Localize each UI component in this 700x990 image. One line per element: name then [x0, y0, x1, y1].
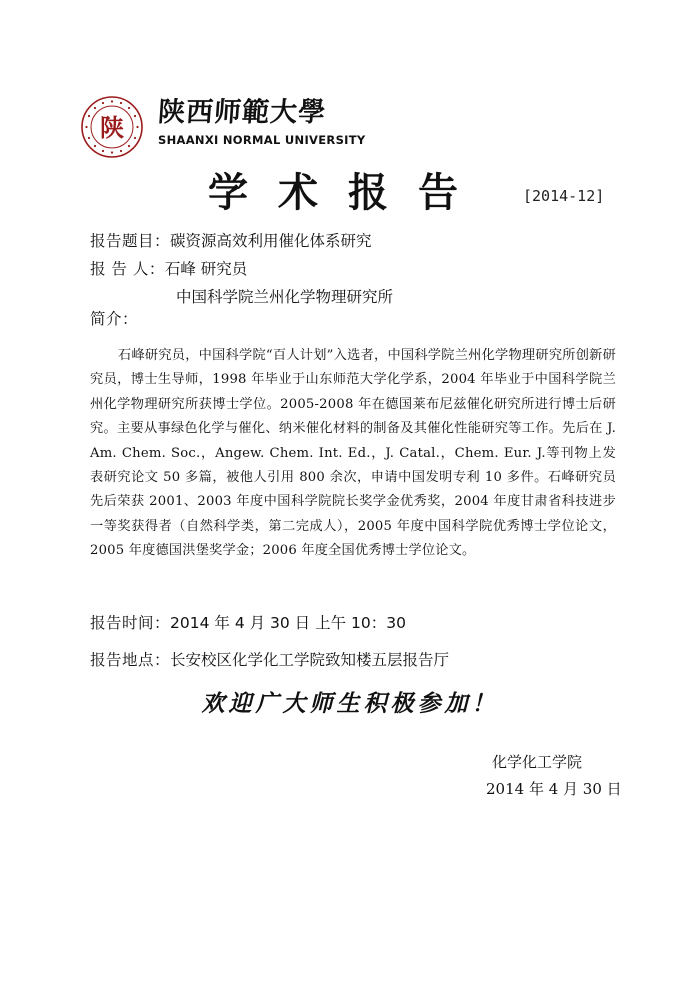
speaker-label: 报 告 人： — [90, 260, 165, 278]
place-row — [90, 649, 449, 671]
university-seal-logo — [81, 96, 143, 158]
intro-row — [90, 308, 138, 330]
seal-character: 陕 — [100, 113, 124, 142]
university-name-en: SHAANXI NORMAL UNIVERSITY — [158, 133, 366, 147]
speaker-affiliation: 中国科学院兰州化学物理研究所 — [176, 288, 394, 306]
affiliation-row — [176, 286, 393, 308]
time-value: 2014 年 4 月 30 日 上午 10：30 — [170, 614, 406, 632]
welcome-message: 欢迎广大师生积极参加！ — [201, 690, 499, 717]
page-title: 学术报告 — [208, 169, 488, 216]
signature-organization: 化学化工学院 — [492, 753, 583, 771]
time-row — [90, 612, 406, 634]
topic-label: 报告题目： — [90, 232, 171, 250]
university-name-cn: 陕西师範大學 — [156, 97, 328, 128]
speaker-value: 石峰 研究员 — [164, 260, 248, 278]
issue-number: [2014-12] — [523, 187, 605, 205]
speaker-row — [90, 258, 247, 280]
intro-label: 简介： — [90, 310, 139, 328]
topic-row — [90, 230, 372, 252]
topic-value: 碳资源高效利用催化体系研究 — [170, 232, 372, 250]
speaker-bio: 石峰研究员，中国科学院“百人计划”入选者，中国科学院兰州化学物理研究所创新研究员，博士生导师，1998 年毕业于山东师范大学化学系，2004 年毕业于中国科学院兰州化学物理研究所获博士学位。2005-2008 年在德国莱布尼兹催化研究所进行博士后研究。主要从事绿色化学与催化、纳米催化材料的制备及其催化性能研究等工作。先后在 J. Am. Chem. Soc.，Angew. Chem. Int. Ed.，J. Catal.，Chem. Eur. J.等刊物上发表研究论文 50 多篇，被他人引用 800 余次，申请中国发明专利 10 多件。石峰研究员先后荣获 2001、2003 年度中国科学院院长奖学金优秀奖，2004 年度甘肃省科技进步一等奖获得者（自然科学类，第二完成人），2005 年度中国科学院优秀博士学位论文，2005 年度德国洪堡奖学金；2006 年度全国优秀博士学位论文。 — [90, 348, 616, 559]
place-value: 长安校区化学化工学院致知楼五层报告厅 — [170, 651, 450, 669]
place-label: 报告地点： — [90, 651, 171, 669]
time-label: 报告时间： — [90, 614, 171, 632]
signature-date: 2014 年 4 月 30 日 — [486, 780, 622, 798]
